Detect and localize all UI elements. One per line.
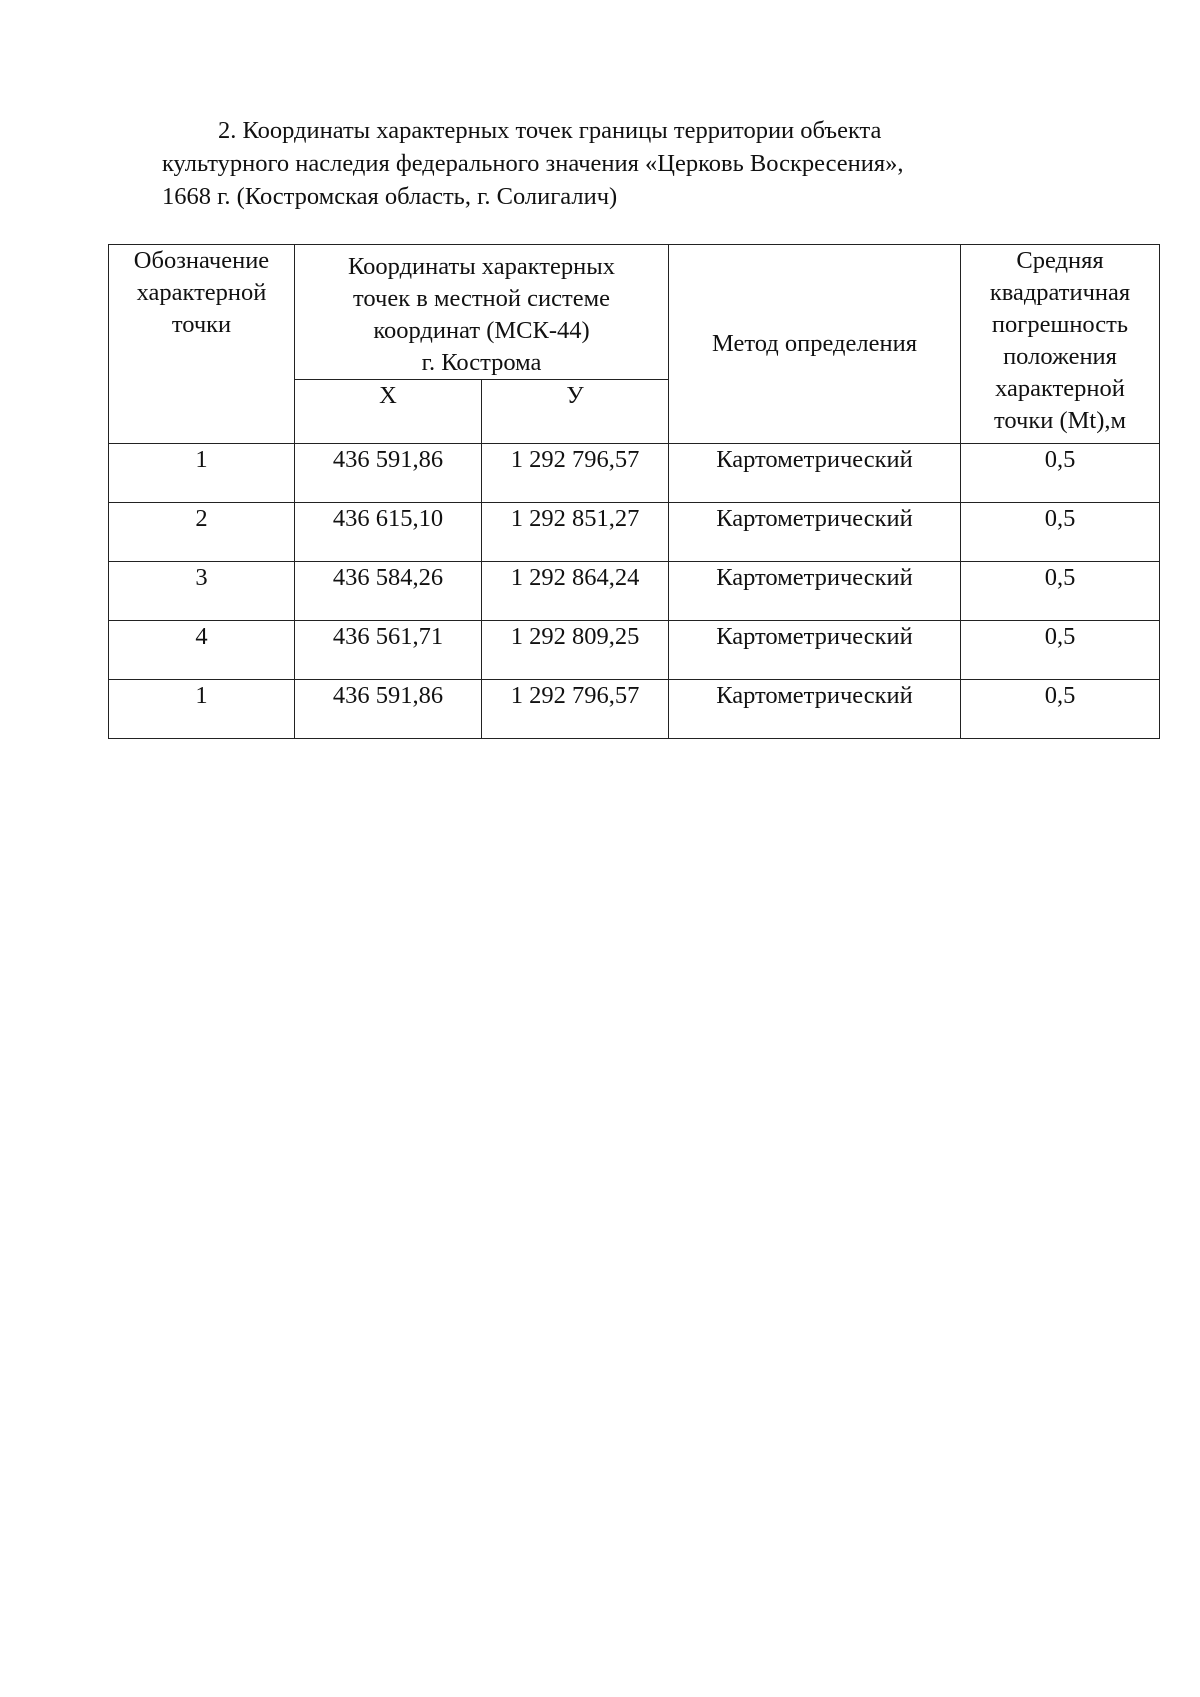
cell-x: 436 584,26 [295, 562, 482, 621]
header-coords-line: г. Кострома [421, 349, 542, 376]
header-point-line: Обозначение [133, 247, 270, 274]
heading-text-1: Координаты характерных точек границы территории объекта [242, 117, 882, 144]
header-error-line: квадратичная [989, 279, 1131, 306]
header-coords-line: Координаты характерных [348, 253, 615, 280]
cell-method: Картометрический [669, 621, 961, 680]
cell-y: 1 292 864,24 [482, 562, 669, 621]
table-row [109, 680, 1160, 739]
cell-error: 0,5 [961, 621, 1160, 680]
cell-method: Картометрический [669, 503, 961, 562]
cell-method: Картометрический [669, 444, 961, 503]
header-error [961, 245, 1160, 444]
section-heading [162, 114, 1084, 213]
header-point-line: точки [171, 311, 232, 338]
cell-x: 436 561,71 [295, 621, 482, 680]
table-row [109, 621, 1160, 680]
cell-point: 1 [109, 444, 295, 503]
heading-line-3: 1668 г. (Костромская область, г. Солигалич) [162, 183, 618, 210]
header-point-line: характерной [136, 279, 267, 306]
cell-error: 0,5 [961, 503, 1160, 562]
header-coordinates [295, 245, 669, 380]
header-error-line: положения [1003, 343, 1117, 370]
header-error-line: характерной [995, 375, 1125, 402]
table-row [109, 503, 1160, 562]
table-row [109, 562, 1160, 621]
cell-error: 0,5 [961, 680, 1160, 739]
header-coords-line: точек в местной системе [353, 285, 610, 312]
header-point-designation [109, 245, 295, 444]
header-y: У [482, 380, 669, 444]
cell-y: 1 292 796,57 [482, 444, 669, 503]
cell-method: Картометрический [669, 562, 961, 621]
cell-x: 436 615,10 [295, 503, 482, 562]
table-row [109, 444, 1160, 503]
cell-point: 1 [109, 680, 295, 739]
cell-point: 4 [109, 621, 295, 680]
header-method: Метод определения [669, 245, 961, 444]
cell-y: 1 292 796,57 [482, 680, 669, 739]
header-error-line: точки (Mt),м [994, 407, 1126, 434]
cell-error: 0,5 [961, 562, 1160, 621]
heading-line-2: культурного наследия федерального значения «Церковь Воскресения», [162, 150, 904, 177]
cell-x: 436 591,86 [295, 444, 482, 503]
header-coords-line: координат (МСК-44) [373, 317, 590, 344]
coordinates-table [108, 244, 1160, 739]
cell-error: 0,5 [961, 444, 1160, 503]
cell-method: Картометрический [669, 680, 961, 739]
section-number: 2. [218, 117, 237, 144]
cell-y: 1 292 809,25 [482, 621, 669, 680]
cell-point: 2 [109, 503, 295, 562]
cell-point: 3 [109, 562, 295, 621]
heading-line-1 [162, 114, 1084, 147]
header-error-line: Средняя [1016, 247, 1104, 274]
cell-y: 1 292 851,27 [482, 503, 669, 562]
header-x: Х [295, 380, 482, 444]
cell-x: 436 591,86 [295, 680, 482, 739]
header-error-line: погрешность [991, 311, 1129, 338]
